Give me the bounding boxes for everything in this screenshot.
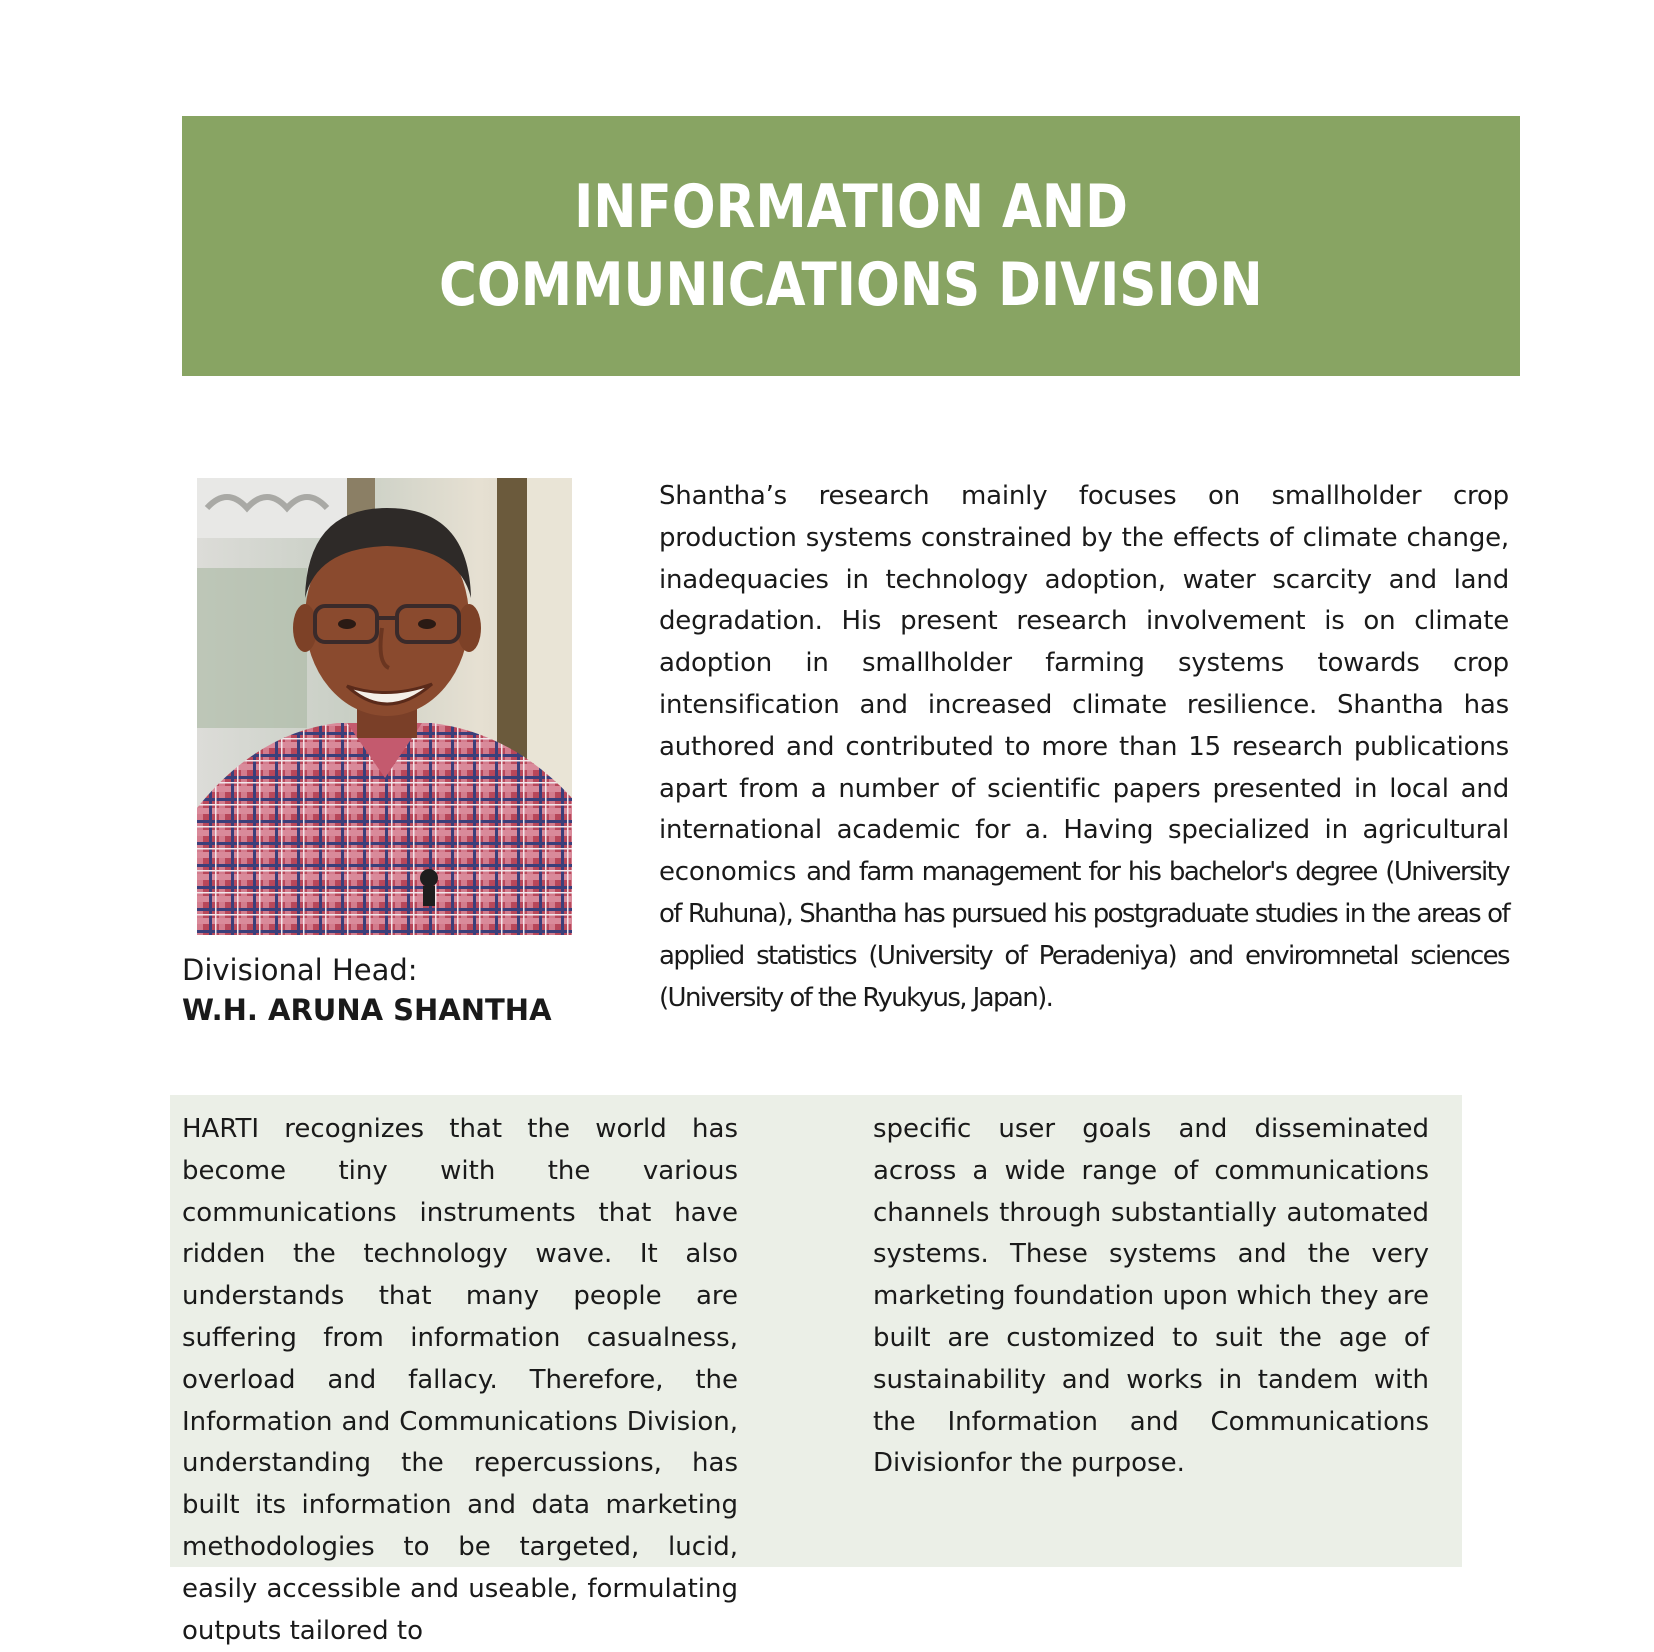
head-name: W.H. ARUNA SHANTHA bbox=[182, 993, 552, 1027]
portrait-photo bbox=[197, 478, 572, 935]
bio-text-tail: and farm management for his bachelor's degree (University of Ruhuna), Shantha has pursued his postgraduate studies in the areas of applied statistics (University of Peradeniya) and enviromnetal sciences (University of the Ryukyus, Japan). bbox=[659, 857, 1509, 1013]
bio-paragraph bbox=[659, 476, 1509, 1019]
title-banner bbox=[182, 116, 1520, 376]
bio-text-main: Shantha’s research mainly focuses on smallholder crop production systems constrained by the effects of climate change, inadequacies in technology adoption, water scarcity and land degradation. His present research involvement is on climate adoption in smallholder farming systems towards crop intensification and increased climate resilience. Shantha has authored and contributed to more than 15 research publications apart from a number of scientific papers presented in local and international academic for a. Having specialized in agricultural economics bbox=[659, 481, 1509, 888]
division-info-box bbox=[170, 1095, 1462, 1646]
info-left-column: HARTI recognizes that the world has become tiny with the various communications instruments that have ridden the technology wave. It also understands that many people are suffering from information casualness, overload and fallacy. Therefore, the Information and Communications Division, understanding the repercussions, has built its information and data marketing methodologies to be targeted, lucid, easily accessible and useable, formulating outputs tailored to bbox=[182, 1114, 738, 1646]
page-title-line-1: INFORMATION AND bbox=[574, 172, 1128, 242]
page-title-line-2: COMMUNICATIONS DIVISION bbox=[439, 250, 1263, 320]
divisional-head-caption bbox=[182, 950, 552, 1030]
info-right-column: specific user goals and disseminated across a wide range of communications channels through substantially automated systems. These systems and the very marketing foundation upon which they are built are customized to suit the age of sustainability and works in tandem with the Information and Communications Divisionfor the purpose. bbox=[873, 1114, 1429, 1479]
role-label: Divisional Head: bbox=[182, 953, 418, 987]
